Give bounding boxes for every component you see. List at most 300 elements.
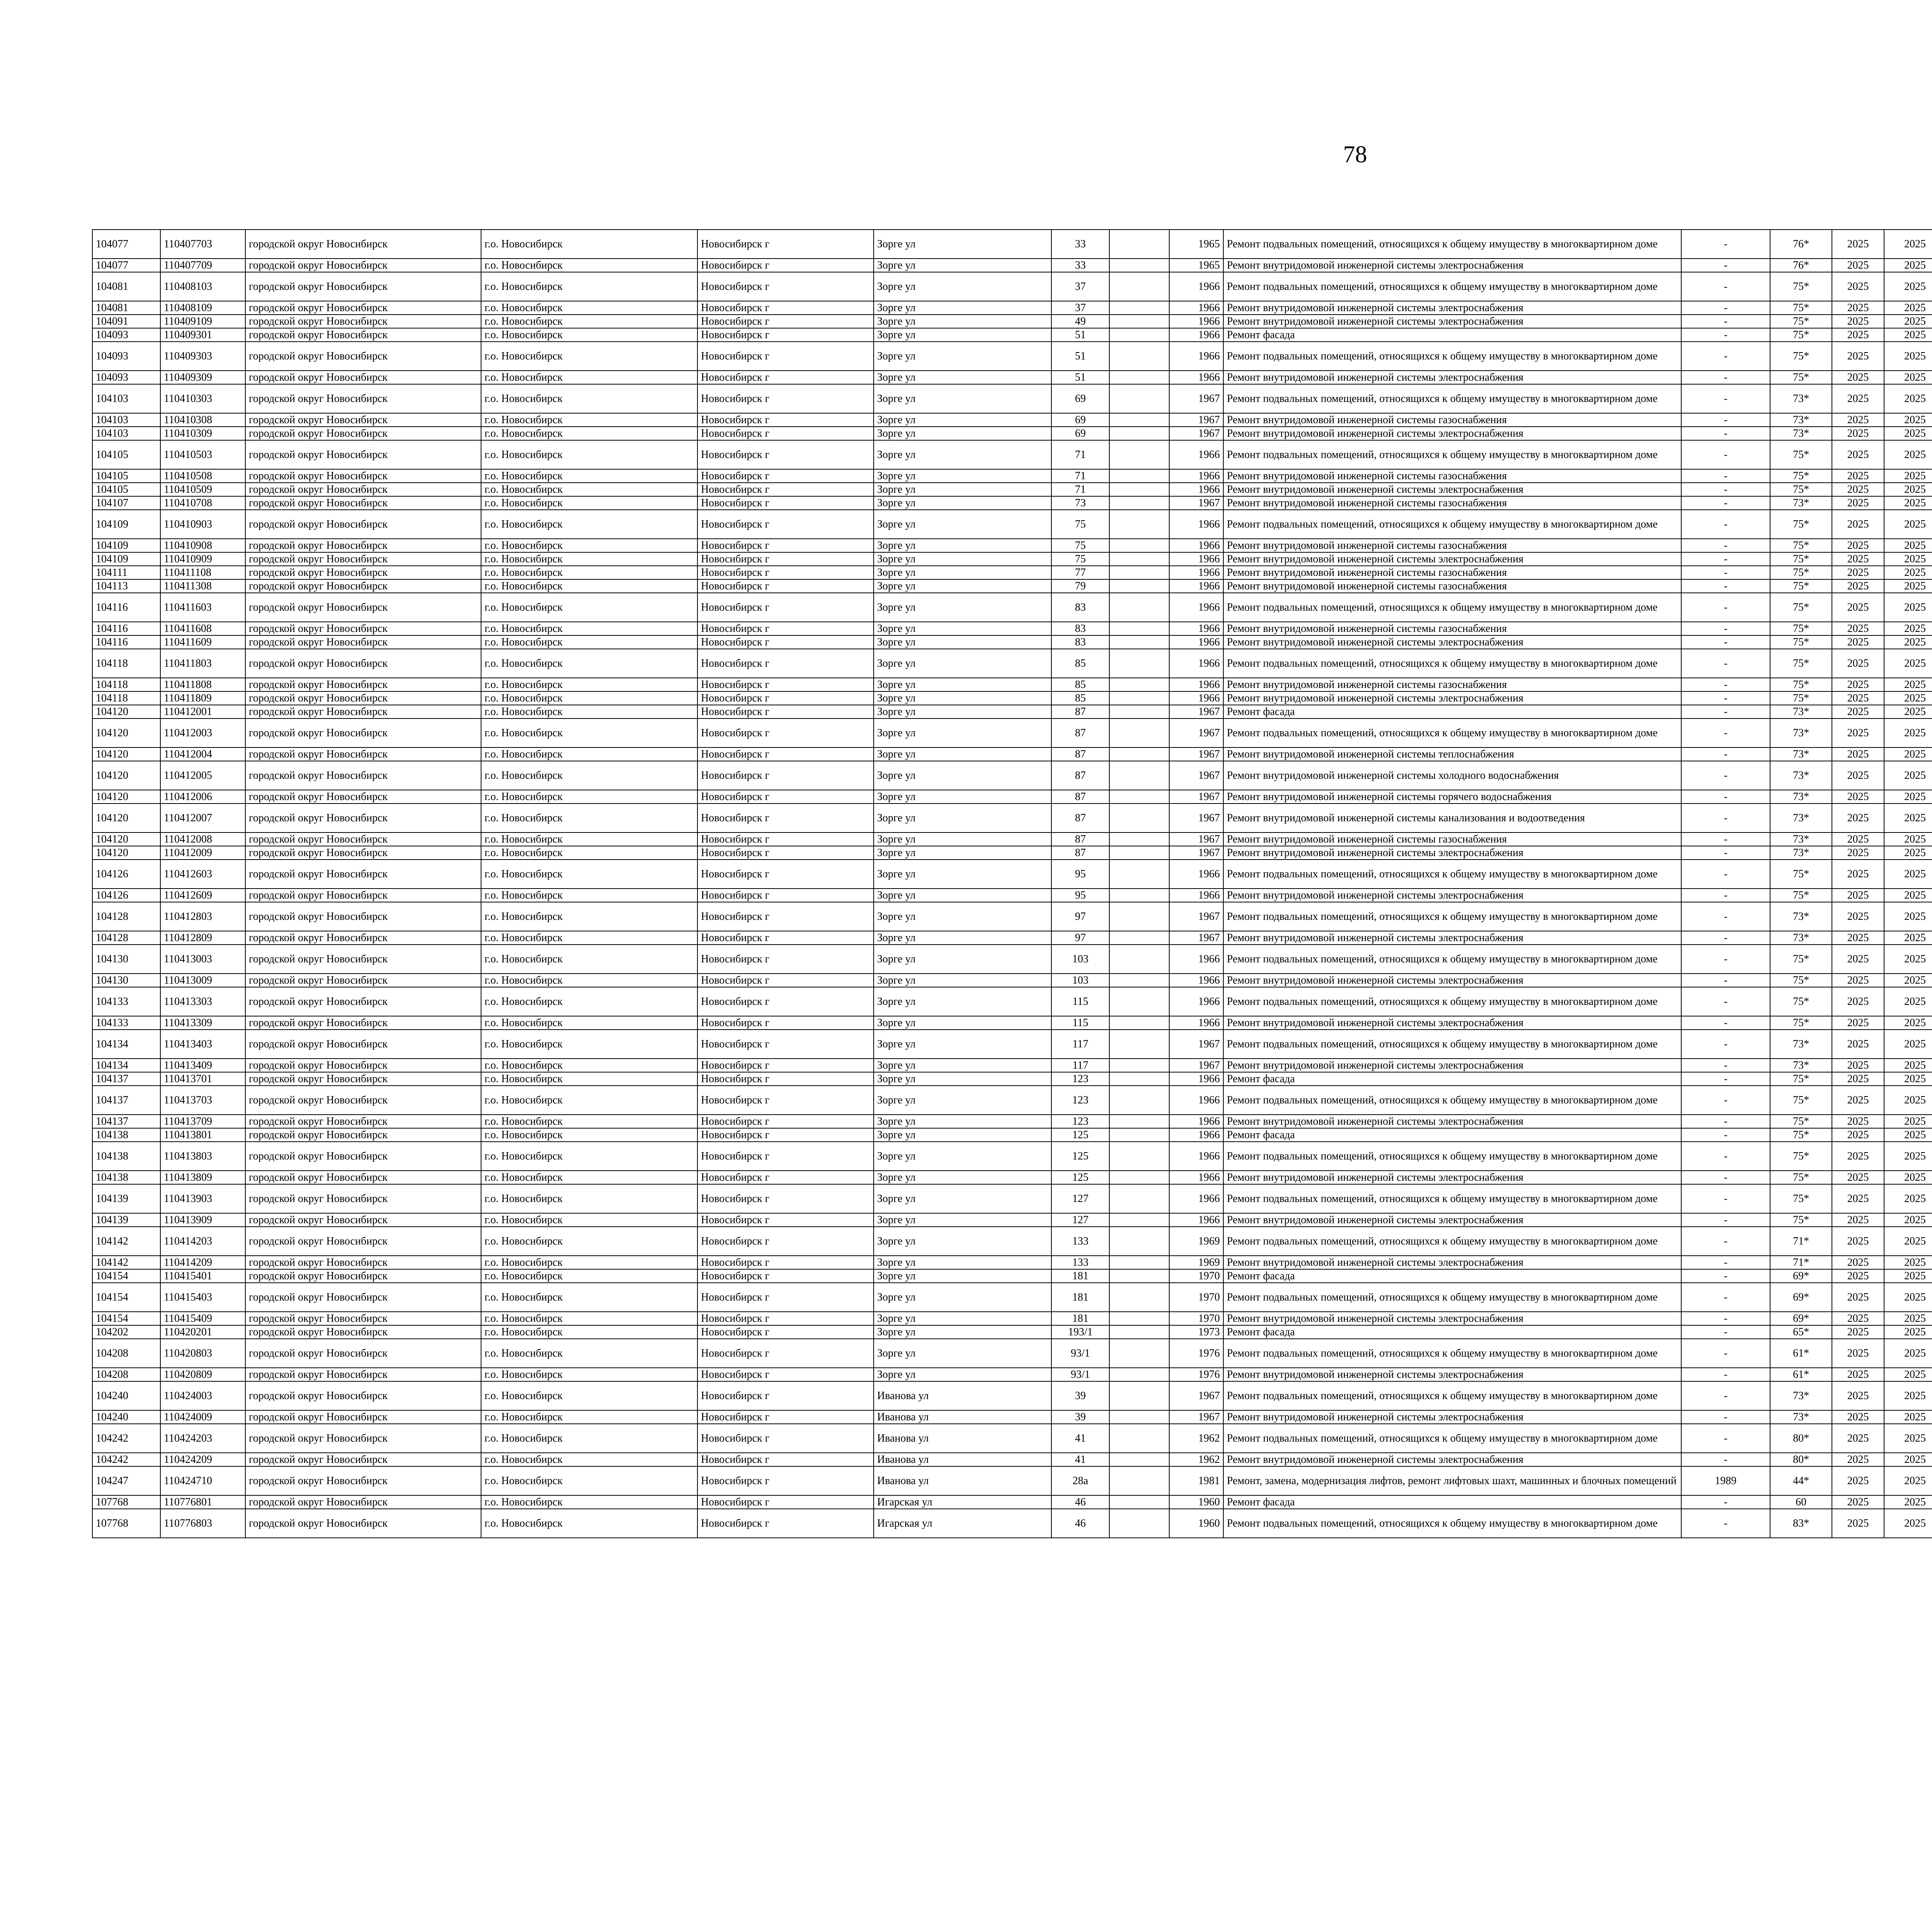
cell-building [1109, 1466, 1169, 1495]
cell-wear-percent: 73* [1770, 846, 1832, 860]
cell-municipality: городской округ Новосибирск [245, 1368, 481, 1381]
cell-okrug: г.о. Новосибирск [481, 566, 697, 579]
cell-work-id: 110412006 [160, 790, 245, 804]
cell-street: Зорге ул [874, 691, 1051, 705]
cell-wear-percent: 73* [1770, 1381, 1832, 1410]
cell-plan-year-start: 2025 [1832, 945, 1884, 974]
cell-municipality: городской округ Новосибирск [245, 1072, 481, 1086]
cell-work-id: 110412009 [160, 846, 245, 860]
cell-work-id: 110420809 [160, 1368, 245, 1381]
cell-lift-year: - [1681, 1339, 1770, 1368]
cell-house-number: 133 [1051, 1256, 1109, 1269]
cell-house-number: 69 [1051, 384, 1109, 413]
cell-house-id: 104142 [92, 1256, 160, 1269]
cell-lift-year: - [1681, 1142, 1770, 1171]
cell-plan-year-start: 2025 [1832, 1142, 1884, 1171]
cell-street: Иванова ул [874, 1410, 1051, 1424]
cell-wear-percent: 75* [1770, 974, 1832, 987]
cell-year-built: 1960 [1169, 1509, 1223, 1538]
cell-house-id: 104093 [92, 371, 160, 384]
table-row [92, 483, 1932, 496]
cell-wear-percent: 73* [1770, 833, 1832, 846]
cell-building [1109, 1086, 1169, 1115]
cell-wear-percent: 60 [1770, 1495, 1832, 1509]
cell-building [1109, 1269, 1169, 1283]
cell-wear-percent: 75* [1770, 1184, 1832, 1213]
cell-city: Новосибирск г [697, 593, 874, 622]
cell-year-built: 1966 [1169, 566, 1223, 579]
cell-city: Новосибирск г [697, 1325, 874, 1339]
cell-house-id: 104118 [92, 649, 160, 678]
cell-house-number: 87 [1051, 718, 1109, 747]
cell-city: Новосибирск г [697, 552, 874, 566]
cell-city: Новосибирск г [697, 833, 874, 846]
cell-building [1109, 552, 1169, 566]
cell-work-type: Ремонт подвальных помещений, относящихся к общему имуществу в многоквартирном доме [1223, 1339, 1681, 1368]
cell-plan-year-end: 2025 [1884, 635, 1932, 649]
cell-year-built: 1966 [1169, 483, 1223, 496]
cell-work-id: 110409301 [160, 328, 245, 342]
cell-house-number: 115 [1051, 987, 1109, 1016]
cell-plan-year-start: 2025 [1832, 315, 1884, 328]
table-row [92, 987, 1932, 1016]
cell-work-type: Ремонт внутридомовой инженерной системы электроснабжения [1223, 259, 1681, 272]
cell-city: Новосибирск г [697, 718, 874, 747]
cell-house-number: 87 [1051, 747, 1109, 761]
cell-plan-year-end: 2025 [1884, 1283, 1932, 1312]
cell-street: Зорге ул [874, 427, 1051, 440]
cell-house-id: 104118 [92, 691, 160, 705]
cell-building [1109, 1368, 1169, 1381]
cell-house-number: 71 [1051, 469, 1109, 483]
cell-year-built: 1967 [1169, 1410, 1223, 1424]
cell-house-id: 104120 [92, 747, 160, 761]
cell-work-type: Ремонт подвальных помещений, относящихся к общему имуществу в многоквартирном доме [1223, 718, 1681, 747]
cell-municipality: городской округ Новосибирск [245, 413, 481, 427]
cell-street: Зорге ул [874, 1030, 1051, 1059]
cell-okrug: г.о. Новосибирск [481, 230, 697, 259]
cell-work-type: Ремонт подвальных помещений, относящихся к общему имуществу в многоквартирном доме [1223, 1184, 1681, 1213]
cell-building [1109, 371, 1169, 384]
cell-year-built: 1967 [1169, 496, 1223, 510]
cell-city: Новосибирск г [697, 902, 874, 931]
cell-year-built: 1966 [1169, 635, 1223, 649]
cell-plan-year-end: 2025 [1884, 1016, 1932, 1030]
cell-house-number: 133 [1051, 1227, 1109, 1256]
cell-house-number: 69 [1051, 427, 1109, 440]
cell-okrug: г.о. Новосибирск [481, 1256, 697, 1269]
cell-lift-year: - [1681, 860, 1770, 889]
cell-work-type: Ремонт фасада [1223, 1495, 1681, 1509]
cell-okrug: г.о. Новосибирск [481, 384, 697, 413]
cell-work-type: Ремонт внутридомовой инженерной системы электроснабжения [1223, 1453, 1681, 1466]
cell-plan-year-end: 2025 [1884, 469, 1932, 483]
cell-work-id: 110410303 [160, 384, 245, 413]
cell-plan-year-start: 2025 [1832, 1283, 1884, 1312]
cell-building [1109, 678, 1169, 691]
cell-work-id: 110413009 [160, 974, 245, 987]
cell-building [1109, 902, 1169, 931]
cell-wear-percent: 75* [1770, 1086, 1832, 1115]
cell-wear-percent: 65* [1770, 1325, 1832, 1339]
cell-city: Новосибирск г [697, 427, 874, 440]
cell-lift-year: - [1681, 427, 1770, 440]
cell-house-id: 104109 [92, 510, 160, 539]
cell-lift-year: - [1681, 1227, 1770, 1256]
cell-building [1109, 846, 1169, 860]
cell-city: Новосибирск г [697, 483, 874, 496]
cell-year-built: 1966 [1169, 1115, 1223, 1128]
cell-house-number: 71 [1051, 483, 1109, 496]
cell-street: Зорге ул [874, 649, 1051, 678]
cell-work-id: 110410509 [160, 483, 245, 496]
cell-building [1109, 1072, 1169, 1086]
cell-city: Новосибирск г [697, 1128, 874, 1142]
cell-plan-year-start: 2025 [1832, 1312, 1884, 1325]
cell-year-built: 1967 [1169, 931, 1223, 945]
cell-year-built: 1967 [1169, 902, 1223, 931]
cell-work-id: 110411808 [160, 678, 245, 691]
cell-house-id: 104120 [92, 804, 160, 833]
cell-plan-year-end: 2025 [1884, 860, 1932, 889]
cell-house-number: 85 [1051, 649, 1109, 678]
cell-wear-percent: 75* [1770, 552, 1832, 566]
cell-lift-year: - [1681, 649, 1770, 678]
cell-work-id: 110414209 [160, 1256, 245, 1269]
cell-plan-year-end: 2025 [1884, 889, 1932, 902]
cell-year-built: 1976 [1169, 1368, 1223, 1381]
cell-house-id: 104128 [92, 931, 160, 945]
cell-house-number: 95 [1051, 889, 1109, 902]
cell-work-type: Ремонт внутридомовой инженерной системы электроснабжения [1223, 315, 1681, 328]
cell-work-type: Ремонт подвальных помещений, относящихся к общему имуществу в многоквартирном доме [1223, 230, 1681, 259]
cell-year-built: 1969 [1169, 1227, 1223, 1256]
cell-plan-year-start: 2025 [1832, 440, 1884, 469]
cell-wear-percent: 73* [1770, 804, 1832, 833]
cell-okrug: г.о. Новосибирск [481, 945, 697, 974]
cell-municipality: городской округ Новосибирск [245, 1128, 481, 1142]
cell-city: Новосибирск г [697, 539, 874, 552]
cell-year-built: 1960 [1169, 1495, 1223, 1509]
cell-lift-year: - [1681, 902, 1770, 931]
cell-plan-year-start: 2025 [1832, 635, 1884, 649]
cell-okrug: г.о. Новосибирск [481, 1059, 697, 1072]
cell-plan-year-start: 2025 [1832, 1368, 1884, 1381]
cell-plan-year-end: 2025 [1884, 259, 1932, 272]
cell-house-number: 51 [1051, 328, 1109, 342]
cell-work-type: Ремонт внутридомовой инженерной системы канализования и водоотведения [1223, 804, 1681, 833]
cell-house-number: 87 [1051, 790, 1109, 804]
cell-plan-year-end: 2025 [1884, 384, 1932, 413]
cell-work-id: 110412609 [160, 889, 245, 902]
cell-work-type: Ремонт внутридомовой инженерной системы электроснабжения [1223, 635, 1681, 649]
cell-house-number: 83 [1051, 622, 1109, 635]
cell-work-type: Ремонт фасада [1223, 1128, 1681, 1142]
cell-plan-year-end: 2025 [1884, 230, 1932, 259]
cell-house-number: 49 [1051, 315, 1109, 328]
cell-okrug: г.о. Новосибирск [481, 1016, 697, 1030]
cell-house-id: 104081 [92, 272, 160, 301]
cell-plan-year-end: 2025 [1884, 427, 1932, 440]
cell-house-id: 104128 [92, 902, 160, 931]
table-row [92, 539, 1932, 552]
table-row [92, 1115, 1932, 1128]
cell-plan-year-end: 2025 [1884, 413, 1932, 427]
cell-building [1109, 1509, 1169, 1538]
cell-year-built: 1966 [1169, 1142, 1223, 1171]
cell-okrug: г.о. Новосибирск [481, 705, 697, 718]
cell-street: Зорге ул [874, 566, 1051, 579]
cell-work-type: Ремонт фасада [1223, 1072, 1681, 1086]
table-row [92, 272, 1932, 301]
cell-street: Зорге ул [874, 761, 1051, 790]
cell-house-id: 104240 [92, 1410, 160, 1424]
cell-year-built: 1976 [1169, 1339, 1223, 1368]
cell-house-number: 87 [1051, 705, 1109, 718]
table-row [92, 593, 1932, 622]
cell-okrug: г.о. Новосибирск [481, 649, 697, 678]
cell-city: Новосибирск г [697, 384, 874, 413]
cell-year-built: 1966 [1169, 974, 1223, 987]
cell-wear-percent: 75* [1770, 440, 1832, 469]
cell-work-type: Ремонт внутридомовой инженерной системы электроснабжения [1223, 1016, 1681, 1030]
table-row [92, 469, 1932, 483]
table-row [92, 315, 1932, 328]
cell-plan-year-end: 2025 [1884, 1086, 1932, 1115]
cell-lift-year: - [1681, 1016, 1770, 1030]
cell-house-number: 75 [1051, 552, 1109, 566]
cell-wear-percent: 75* [1770, 945, 1832, 974]
cell-municipality: городской округ Новосибирск [245, 931, 481, 945]
cell-house-number: 181 [1051, 1269, 1109, 1283]
cell-okrug: г.о. Новосибирск [481, 1115, 697, 1128]
table-row [92, 1495, 1932, 1509]
cell-municipality: городской округ Новосибирск [245, 1466, 481, 1495]
cell-wear-percent: 75* [1770, 1213, 1832, 1227]
cell-work-id: 110415403 [160, 1283, 245, 1312]
cell-city: Новосибирск г [697, 1424, 874, 1453]
cell-wear-percent: 75* [1770, 691, 1832, 705]
cell-lift-year: - [1681, 384, 1770, 413]
cell-house-number: 103 [1051, 974, 1109, 987]
cell-plan-year-end: 2025 [1884, 1509, 1932, 1538]
cell-house-id: 104242 [92, 1424, 160, 1453]
cell-okrug: г.о. Новосибирск [481, 1086, 697, 1115]
cell-building [1109, 1115, 1169, 1128]
cell-work-id: 110413409 [160, 1059, 245, 1072]
cell-street: Зорге ул [874, 539, 1051, 552]
cell-plan-year-start: 2025 [1832, 579, 1884, 593]
table-row [92, 705, 1932, 718]
cell-work-type: Ремонт внутридомовой инженерной системы газоснабжения [1223, 413, 1681, 427]
cell-building [1109, 230, 1169, 259]
cell-house-id: 104120 [92, 846, 160, 860]
table-row [92, 440, 1932, 469]
cell-work-type: Ремонт внутридомовой инженерной системы электроснабжения [1223, 427, 1681, 440]
cell-building [1109, 566, 1169, 579]
cell-building [1109, 1283, 1169, 1312]
cell-building [1109, 1184, 1169, 1213]
cell-work-id: 110412603 [160, 860, 245, 889]
cell-okrug: г.о. Новосибирск [481, 259, 697, 272]
cell-house-number: 95 [1051, 860, 1109, 889]
cell-house-number: 37 [1051, 272, 1109, 301]
cell-plan-year-end: 2025 [1884, 649, 1932, 678]
cell-plan-year-start: 2025 [1832, 1339, 1884, 1368]
cell-house-number: 73 [1051, 496, 1109, 510]
cell-house-id: 104120 [92, 705, 160, 718]
cell-house-id: 104077 [92, 259, 160, 272]
cell-street: Зорге ул [874, 1142, 1051, 1171]
cell-okrug: г.о. Новосибирск [481, 761, 697, 790]
cell-municipality: городской округ Новосибирск [245, 328, 481, 342]
cell-building [1109, 649, 1169, 678]
cell-work-id: 110410308 [160, 413, 245, 427]
cell-work-type: Ремонт внутридомовой инженерной системы газоснабжения [1223, 622, 1681, 635]
cell-city: Новосибирск г [697, 705, 874, 718]
cell-lift-year: - [1681, 1269, 1770, 1283]
cell-city: Новосибирск г [697, 1171, 874, 1184]
cell-lift-year: - [1681, 413, 1770, 427]
cell-building [1109, 974, 1169, 987]
cell-wear-percent: 73* [1770, 496, 1832, 510]
cell-wear-percent: 69* [1770, 1269, 1832, 1283]
cell-plan-year-start: 2025 [1832, 804, 1884, 833]
cell-wear-percent: 73* [1770, 413, 1832, 427]
cell-work-type: Ремонт внутридомовой инженерной системы электроснабжения [1223, 1115, 1681, 1128]
cell-city: Новосибирск г [697, 1213, 874, 1227]
cell-wear-percent: 73* [1770, 1059, 1832, 1072]
cell-building [1109, 579, 1169, 593]
cell-house-number: 51 [1051, 371, 1109, 384]
table-row [92, 496, 1932, 510]
cell-work-id: 110413903 [160, 1184, 245, 1213]
cell-wear-percent: 75* [1770, 1142, 1832, 1171]
cell-house-number: 103 [1051, 945, 1109, 974]
cell-house-number: 117 [1051, 1059, 1109, 1072]
cell-building [1109, 1424, 1169, 1453]
cell-house-id: 104105 [92, 469, 160, 483]
cell-plan-year-end: 2025 [1884, 1381, 1932, 1410]
cell-house-id: 104118 [92, 678, 160, 691]
cell-plan-year-end: 2025 [1884, 496, 1932, 510]
cell-street: Зорге ул [874, 579, 1051, 593]
cell-lift-year: - [1681, 718, 1770, 747]
cell-municipality: городской округ Новосибирск [245, 1171, 481, 1184]
cell-wear-percent: 73* [1770, 902, 1832, 931]
cell-wear-percent: 73* [1770, 718, 1832, 747]
cell-plan-year-start: 2025 [1832, 1016, 1884, 1030]
cell-city: Новосибирск г [697, 413, 874, 427]
cell-house-number: 181 [1051, 1283, 1109, 1312]
cell-year-built: 1966 [1169, 301, 1223, 315]
cell-wear-percent: 73* [1770, 1030, 1832, 1059]
table-row [92, 230, 1932, 259]
cell-plan-year-end: 2025 [1884, 846, 1932, 860]
cell-year-built: 1966 [1169, 552, 1223, 566]
cell-municipality: городской округ Новосибирск [245, 1030, 481, 1059]
cell-year-built: 1970 [1169, 1312, 1223, 1325]
cell-house-id: 104137 [92, 1072, 160, 1086]
cell-lift-year: - [1681, 1115, 1770, 1128]
cell-house-id: 104134 [92, 1059, 160, 1072]
cell-lift-year: - [1681, 635, 1770, 649]
cell-municipality: городской округ Новосибирск [245, 1453, 481, 1466]
cell-okrug: г.о. Новосибирск [481, 427, 697, 440]
cell-building [1109, 1410, 1169, 1424]
table-row [92, 718, 1932, 747]
cell-street: Зорге ул [874, 1171, 1051, 1184]
cell-year-built: 1966 [1169, 1171, 1223, 1184]
cell-wear-percent: 80* [1770, 1424, 1832, 1453]
cell-plan-year-end: 2025 [1884, 1339, 1932, 1368]
cell-municipality: городской округ Новосибирск [245, 987, 481, 1016]
cell-plan-year-end: 2025 [1884, 593, 1932, 622]
cell-municipality: городской округ Новосибирск [245, 1339, 481, 1368]
cell-building [1109, 931, 1169, 945]
cell-municipality: городской округ Новосибирск [245, 579, 481, 593]
cell-street: Зорге ул [874, 931, 1051, 945]
cell-house-id: 104120 [92, 718, 160, 747]
cell-wear-percent: 80* [1770, 1453, 1832, 1466]
table-row [92, 427, 1932, 440]
cell-work-type: Ремонт подвальных помещений, относящихся к общему имуществу в многоквартирном доме [1223, 440, 1681, 469]
cell-lift-year: - [1681, 1256, 1770, 1269]
cell-work-id: 110411609 [160, 635, 245, 649]
cell-work-id: 110412001 [160, 705, 245, 718]
cell-house-id: 104139 [92, 1213, 160, 1227]
cell-plan-year-end: 2025 [1884, 1368, 1932, 1381]
cell-city: Новосибирск г [697, 804, 874, 833]
cell-building [1109, 272, 1169, 301]
cell-okrug: г.о. Новосибирск [481, 1381, 697, 1410]
cell-municipality: городской округ Новосибирск [245, 889, 481, 902]
cell-lift-year: - [1681, 1410, 1770, 1424]
cell-street: Зорге ул [874, 902, 1051, 931]
cell-house-id: 104116 [92, 635, 160, 649]
cell-house-number: 123 [1051, 1072, 1109, 1086]
cell-municipality: городской округ Новосибирск [245, 1325, 481, 1339]
cell-plan-year-end: 2025 [1884, 342, 1932, 371]
cell-year-built: 1966 [1169, 342, 1223, 371]
cell-plan-year-end: 2025 [1884, 833, 1932, 846]
cell-street: Зорге ул [874, 1283, 1051, 1312]
cell-plan-year-end: 2025 [1884, 1256, 1932, 1269]
cell-municipality: городской округ Новосибирск [245, 691, 481, 705]
cell-house-number: 85 [1051, 678, 1109, 691]
cell-plan-year-end: 2025 [1884, 539, 1932, 552]
cell-work-type: Ремонт внутридомовой инженерной системы электроснабжения [1223, 974, 1681, 987]
cell-city: Новосибирск г [697, 889, 874, 902]
cell-plan-year-end: 2025 [1884, 761, 1932, 790]
cell-street: Зорге ул [874, 1016, 1051, 1030]
table-row [92, 846, 1932, 860]
cell-house-number: 87 [1051, 761, 1109, 790]
cell-okrug: г.о. Новосибирск [481, 1466, 697, 1495]
cell-plan-year-start: 2025 [1832, 427, 1884, 440]
cell-house-number: 193/1 [1051, 1325, 1109, 1339]
cell-street: Зорге ул [874, 371, 1051, 384]
cell-okrug: г.о. Новосибирск [481, 1213, 697, 1227]
cell-okrug: г.о. Новосибирск [481, 889, 697, 902]
table-row [92, 1368, 1932, 1381]
cell-city: Новосибирск г [697, 1466, 874, 1495]
cell-year-built: 1965 [1169, 230, 1223, 259]
cell-work-id: 110413403 [160, 1030, 245, 1059]
cell-plan-year-end: 2025 [1884, 1072, 1932, 1086]
cell-work-id: 110424203 [160, 1424, 245, 1453]
cell-municipality: городской округ Новосибирск [245, 761, 481, 790]
